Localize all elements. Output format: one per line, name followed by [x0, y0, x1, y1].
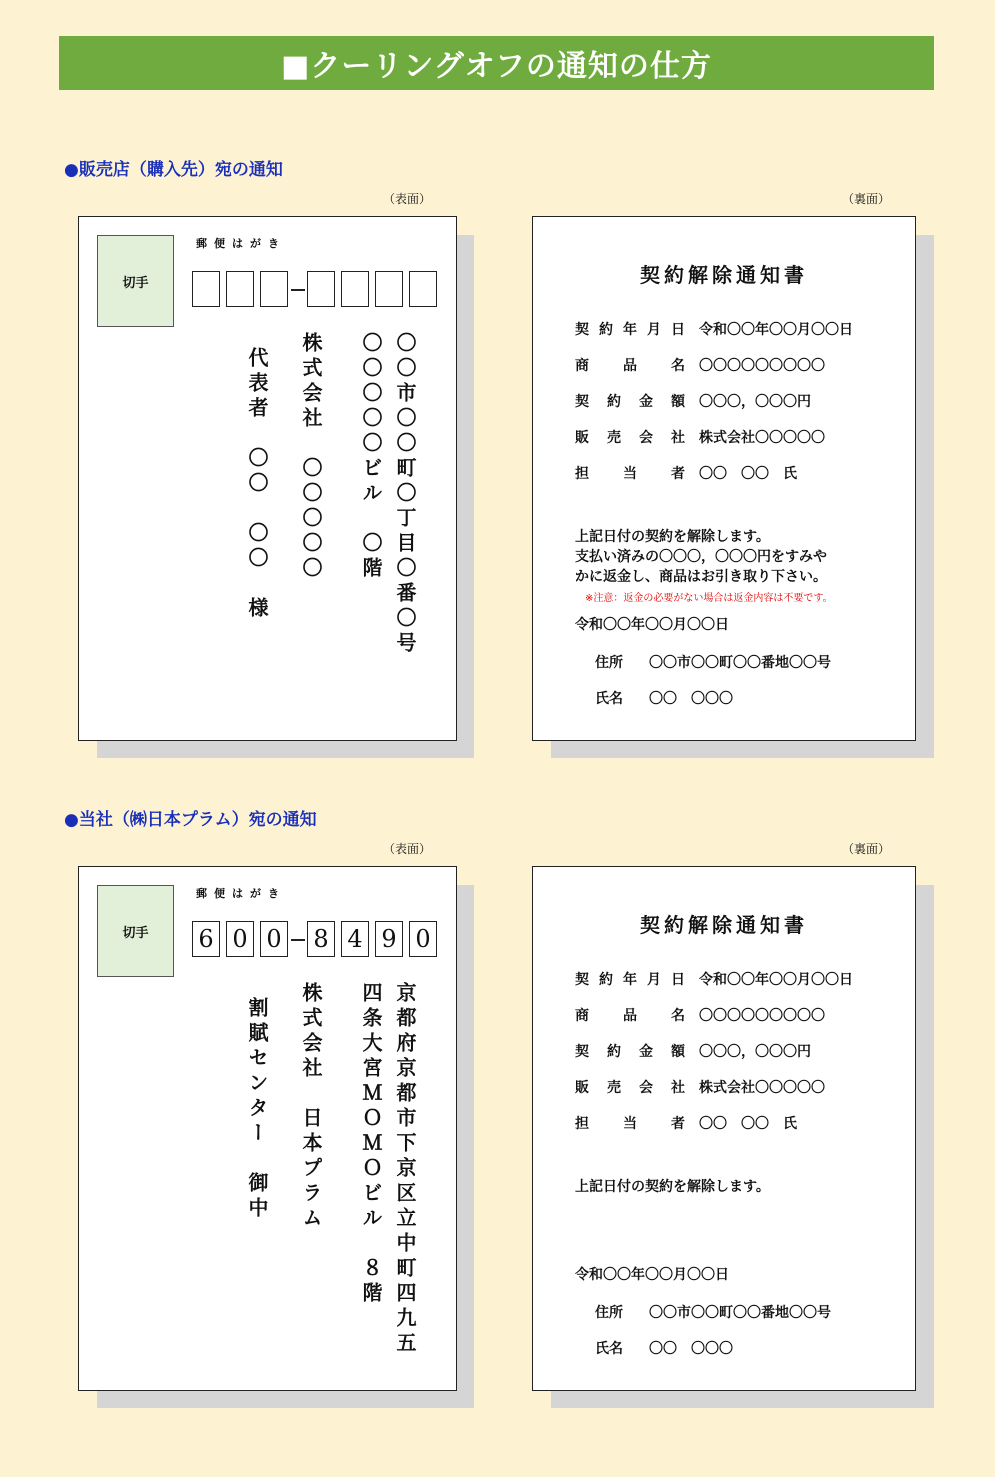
- body-line: 上記日付の契約を解除します。: [575, 1179, 770, 1195]
- sender-name: 氏名 〇〇 〇〇〇: [595, 691, 733, 707]
- notice-date: 令和〇〇年〇〇月〇〇日: [575, 1267, 729, 1283]
- refund-note: ※注意：返金の必要がない場合は返金内容は不要です。: [585, 593, 833, 604]
- contract-date-row: 契約年月日 令和〇〇年〇〇月〇〇日: [575, 972, 853, 988]
- contract-amount-row: 契約金額 〇〇〇，〇〇〇円: [575, 394, 811, 410]
- stamp-box: 切手: [97, 885, 174, 977]
- postal-digit-box: [409, 271, 437, 307]
- notice-title: 契約解除通知書: [640, 263, 808, 287]
- postcard-back-shop: [532, 216, 916, 741]
- postal-digit-box: 9: [375, 921, 403, 957]
- postal-dash: [291, 939, 305, 941]
- front-label: （表面）: [383, 192, 432, 206]
- sender-address: 住所 〇〇市〇〇町〇〇番地〇〇号: [595, 1305, 831, 1321]
- product-name-row: 商品名 〇〇〇〇〇〇〇〇〇: [575, 358, 825, 374]
- seller-company-row: 販売会社 株式会社〇〇〇〇〇: [575, 1080, 825, 1096]
- hagaki-label: 郵便はがき: [196, 237, 286, 250]
- body-line: かに返金し、商品はお引き取り下さい。: [575, 569, 827, 585]
- staff-row: 担当者 〇〇 〇〇 氏: [575, 1116, 797, 1132]
- address-line-1: 〇〇市〇〇町〇丁目〇番〇号: [393, 332, 417, 657]
- page-title: ■クーリングオフの通知の仕方: [59, 36, 934, 90]
- company-name: 株式会社 日本プラム: [299, 982, 323, 1232]
- postcard-front-shop: [78, 216, 457, 741]
- body-line: 支払い済みの〇〇〇，〇〇〇円をすみや: [575, 549, 827, 565]
- sender-address: 住所 〇〇市〇〇町〇〇番地〇〇号: [595, 655, 831, 671]
- contract-amount-row: 契約金額 〇〇〇，〇〇〇円: [575, 1044, 811, 1060]
- postal-digit-box: [260, 271, 288, 307]
- postal-digit-box: [192, 271, 220, 307]
- postcard-front-company: [78, 866, 457, 1391]
- postal-digit-box: 4: [341, 921, 369, 957]
- address-line-1: 京都府京都市下京区立中町四九五: [393, 982, 417, 1357]
- postcard-back-company: [532, 866, 916, 1391]
- postal-digit-box: [341, 271, 369, 307]
- postal-digit-box: [307, 271, 335, 307]
- recipient-name: 割賦センター 御中: [245, 997, 269, 1222]
- postal-digit-box: [375, 271, 403, 307]
- body-line: 上記日付の契約を解除します。: [575, 529, 770, 545]
- postal-dash: [291, 289, 305, 291]
- recipient-name: 代表者 〇〇 〇〇 様: [245, 347, 269, 622]
- contract-date-row: 契約年月日 令和〇〇年〇〇月〇〇日: [575, 322, 853, 338]
- address-line-2: 〇〇〇〇〇ビル 〇階: [359, 332, 383, 582]
- notice-title: 契約解除通知書: [640, 913, 808, 937]
- postal-digit-box: 0: [260, 921, 288, 957]
- product-name-row: 商品名 〇〇〇〇〇〇〇〇〇: [575, 1008, 825, 1024]
- staff-row: 担当者 〇〇 〇〇 氏: [575, 466, 797, 482]
- address-line-2: 四条大宮ＭＯＭＯビル ８階: [359, 982, 383, 1307]
- section-heading-shop: ●販売店（購入先）宛の通知: [64, 160, 283, 180]
- front-label: （表面）: [383, 842, 432, 856]
- postal-digit-box: 0: [226, 921, 254, 957]
- section-heading-company: ●当社（㈱日本プラム）宛の通知: [64, 810, 317, 830]
- company-name: 株式会社 〇〇〇〇〇: [299, 332, 323, 582]
- hagaki-label: 郵便はがき: [196, 887, 286, 900]
- seller-company-row: 販売会社 株式会社〇〇〇〇〇: [575, 430, 825, 446]
- stamp-box: 切手: [97, 235, 174, 327]
- postal-digit-box: [226, 271, 254, 307]
- back-label: （裏面）: [842, 842, 891, 856]
- back-label: （裏面）: [842, 192, 891, 206]
- postal-digit-box: 0: [409, 921, 437, 957]
- sender-name: 氏名 〇〇 〇〇〇: [595, 1341, 733, 1357]
- postal-digit-box: 6: [192, 921, 220, 957]
- notice-date: 令和〇〇年〇〇月〇〇日: [575, 617, 729, 633]
- postal-digit-box: 8: [307, 921, 335, 957]
